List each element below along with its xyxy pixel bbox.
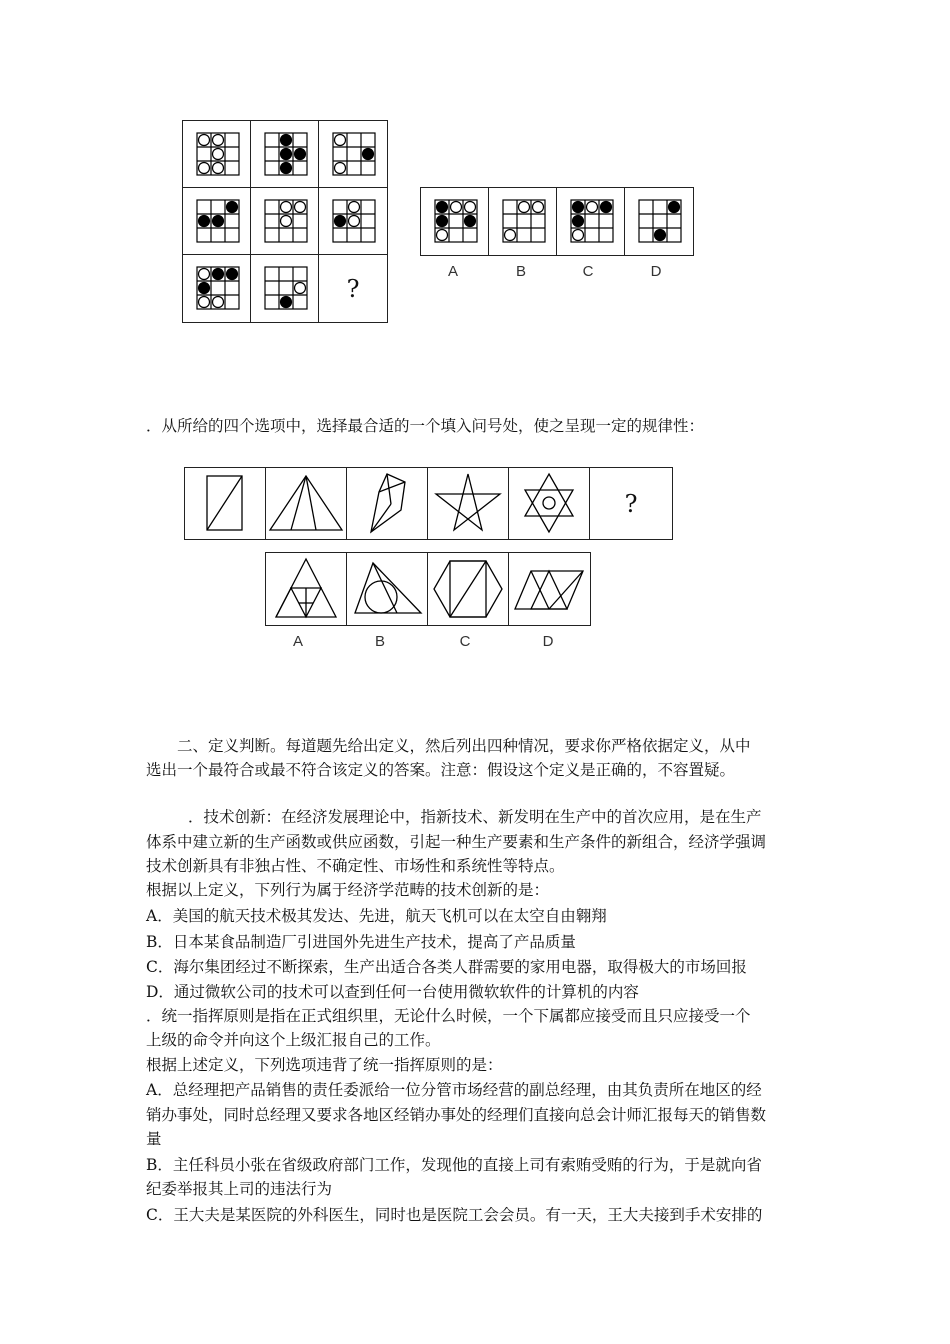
question-mark: ? [346,274,360,303]
puzzle1-matrix [182,120,388,323]
puzzle2-prompt: ．从所给的四个选项中，选择最合适的一个填入问号处，使之呈现一定的规律性： [146,417,705,435]
question2-definition: ．统一指挥原则是指在正式组织里，无论什么时候，一个下属都应接受而且只应接受一个 [146,1007,751,1025]
option-b-figure[interactable] [488,187,558,256]
matrix-cell-1-1 [182,120,252,189]
sequence-question [589,467,673,540]
section-intro-line: 选出一个最符合或最不符合该定义的答案。注意：假设这个定义是正确的，不容置疑。 [146,761,736,779]
option-a-label: A [447,263,458,280]
sequence-figure-3 [346,467,429,540]
section-intro-line: 二、定义判断。每道题先给出定义，然后列出四种情况，要求你严格依据定义，从中 [177,737,751,755]
circle-grid-figure [251,188,319,255]
circle-grid-figure [319,121,387,188]
sequence-figure-2 [265,467,348,540]
circle-grid-figure [557,188,625,255]
question2-definition: 上级的命令并向这个上级汇报自己的工作。 [146,1031,441,1049]
matrix-cell-2-2 [250,187,320,256]
circle-grid-figure [319,188,387,255]
question1-option-c[interactable]: C．海尔集团经过不断探索，生产出适合各类人群需要的家用电器，取得极大的市场回报 [146,958,747,976]
matrix-cell-3-2 [250,254,320,323]
option-c-label: C [582,263,594,280]
circle-grid-figure [489,188,557,255]
puzzle2-options [265,552,591,627]
question2-option-a-cont: 量 [146,1130,162,1148]
puzzle2-sequence [184,467,673,540]
circle-grid-figure [183,188,251,255]
circle-grid-figure [183,121,251,188]
circle-grid-figure [251,255,319,322]
parallelogram-triangles-figure [509,553,589,624]
question-mark: ? [624,489,638,518]
option-d-figure[interactable] [508,552,591,626]
matrix-cell-1-3 [318,120,388,189]
circle-grid-figure [183,255,251,322]
star-icon [428,468,508,538]
question2-ask: 根据上述定义，下列选项违背了统一指挥原则的是： [146,1056,503,1074]
hexagram-circle-figure [509,468,589,538]
question2-option-b-cont: 纪委举报其上司的违法行为 [146,1180,333,1198]
question1-definition: 体系中建立新的生产函数或供应函数，引起一种生产要素和生产条件的新组合，经济学强调 [146,833,767,851]
rectangle-diagonal-figure [185,468,265,538]
question1-definition: ．技术创新：在经济发展理论中，指新技术、新发明在生产中的首次应用，是在生产 [188,808,762,826]
question2-option-b[interactable]: B．主任科员小张在省级政府部门工作，发现他的直接上司有索贿受贿的行为，于是就向省 [146,1156,762,1174]
circle-grid-figure [251,121,319,188]
matrix-cell-question [318,254,388,323]
option-a-label: A [292,633,303,650]
sequence-figure-4 [427,467,510,540]
question1-option-b[interactable]: B．日本某食品制造厂引进国外先进生产技术，提高了产品质量 [146,933,576,951]
question2-option-a[interactable]: A．总经理把产品销售的责任委派给一位分管市场经营的副总经理，由其负责所在地区的经 [146,1081,762,1099]
polygon-shard-figure [347,468,427,538]
triangle-circle-figure [347,553,427,624]
hexagon-square-figure [428,553,508,624]
sequence-figure-1 [184,467,267,540]
matrix-cell-2-3 [318,187,388,256]
question2-option-c[interactable]: C．王大夫是某医院的外科医生，同时也是医院工会会员。有一天，王大夫接到手术安排的 [146,1206,763,1224]
question1-option-a[interactable]: A．美国的航天技术极其发达、先进，航天飞机可以在太空自由翱翔 [146,907,607,925]
question1-definition: 技术创新具有非独占性、不确定性、市场性和系统性等特点。 [146,857,565,875]
puzzle1-options [420,187,692,257]
circle-grid-figure [625,188,693,255]
option-d-label: D [542,633,554,650]
matrix-cell-3-1 [182,254,252,323]
option-a-figure[interactable] [420,187,490,256]
option-a-figure[interactable] [265,552,348,626]
option-b-figure[interactable] [346,552,429,626]
option-c-figure[interactable] [427,552,510,626]
option-d-figure[interactable] [624,187,694,256]
triangle-fan-figure [266,468,346,538]
option-c-label: C [459,633,471,650]
option-b-label: B [374,633,385,650]
option-b-label: B [515,263,526,280]
matrix-cell-2-1 [182,187,252,256]
question1-ask: 根据以上定义，下列行为属于经济学范畴的技术创新的是： [146,881,550,899]
option-c-figure[interactable] [556,187,626,256]
subdivided-triangle-figure [266,553,346,624]
matrix-cell-1-2 [250,120,320,189]
circle-grid-figure [421,188,489,255]
sequence-figure-5 [508,467,591,540]
option-d-label: D [650,263,662,280]
question2-option-a-cont: 销办事处，同时总经理又要求各地区经销办事处的经理们直接向总会计师汇报每天的销售数 [146,1106,767,1124]
question1-option-d[interactable]: D．通过微软公司的技术可以查到任何一台使用微软软件的计算机的内容 [146,983,639,1001]
